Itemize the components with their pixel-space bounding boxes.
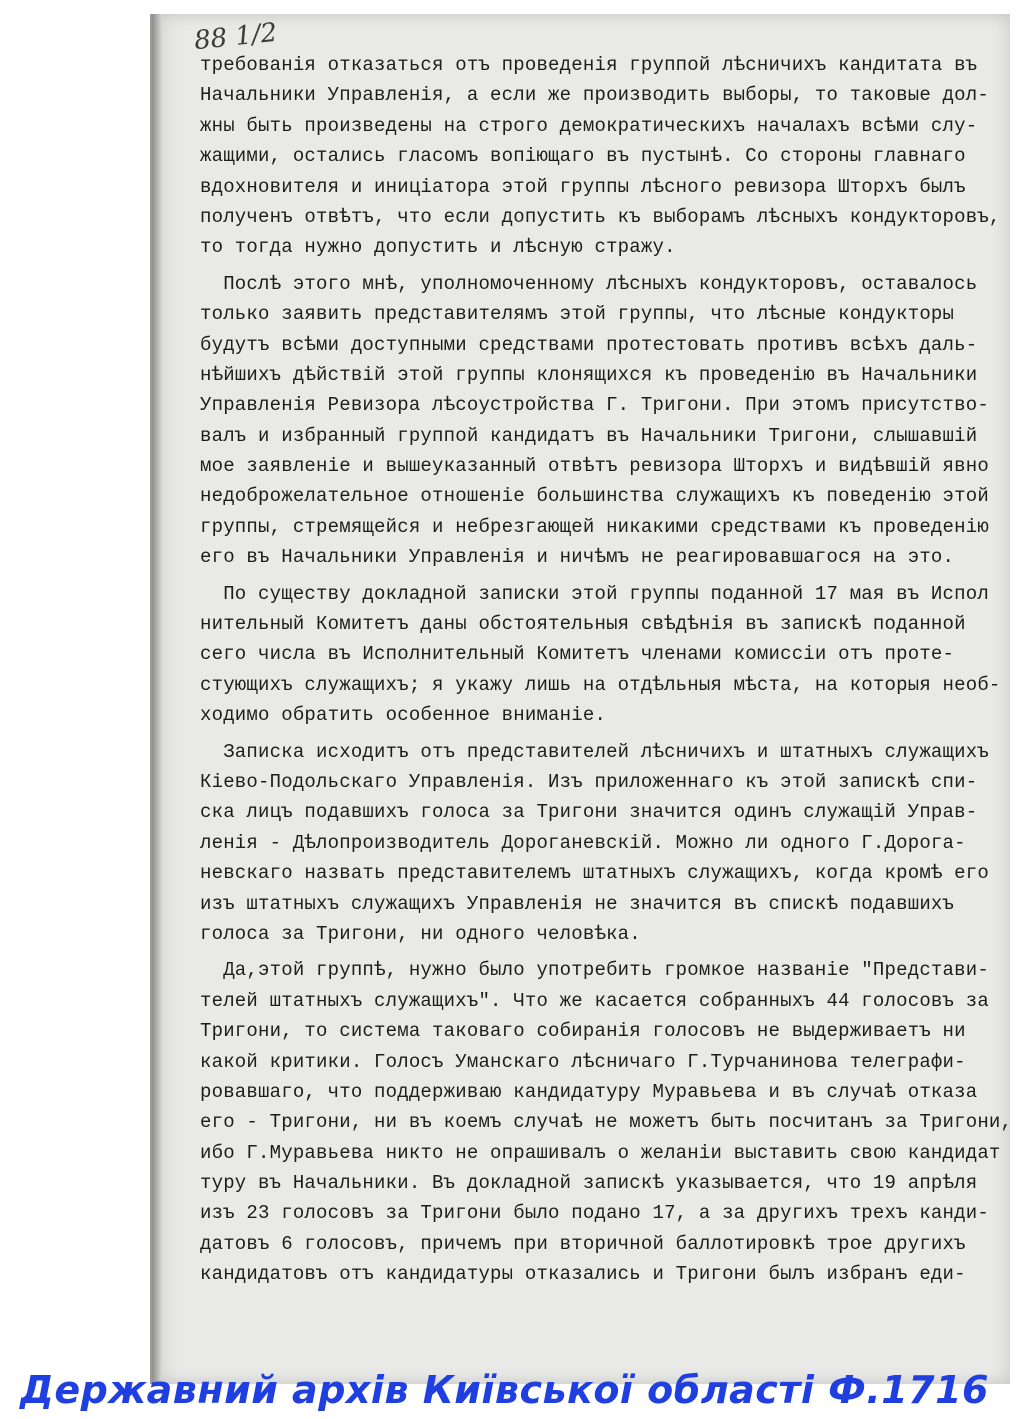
text-line: жащими, остались гласомъ вопіющаго въ пустынѣ. Со стороны главнаго bbox=[200, 145, 966, 168]
text-line: туру въ Начальники. Въ докладной запискѣ указывается, что 19 апрѣля bbox=[200, 1172, 978, 1195]
page-edge-shadow bbox=[152, 14, 162, 1384]
text-line: ровавшаго, что поддерживаю кандидатуру Муравьева и въ случаѣ отказа bbox=[200, 1080, 978, 1103]
text-line: требованія отказаться отъ проведенія группой лѣсничихъ кандитата въ bbox=[200, 54, 978, 76]
text-line: будутъ всѣми доступными средствами протестовать противъ всѣхъ даль- bbox=[200, 333, 978, 356]
text-line: нительный Комитетъ даны обстоятельныя свѣдѣнія въ запискѣ поданной bbox=[200, 613, 966, 636]
text-line: ибо Г.Муравьева никто не опрашивалъ о желаніи выставить свою кандидат bbox=[200, 1141, 1001, 1164]
text-line: недоброжелательное отношеніе большинства служащихъ къ поведенію этой bbox=[200, 485, 989, 508]
text-line: Кіево-Подольскаго Управленія. Изъ приложеннаго къ этой запискѣ спи- bbox=[200, 770, 978, 793]
archive-watermark: Державний архів Київської області Ф.1716 bbox=[20, 1368, 989, 1412]
text-line: сего числа въ Исполнительный Комитетъ членами комиссіи отъ проте- bbox=[200, 643, 955, 666]
text-line: изъ 23 голосовъ за Тригони было подано 17, а за другихъ трехъ канди- bbox=[200, 1202, 989, 1225]
text-line: группы, стремящейся и небрезгающей никакими средствами къ проведенію bbox=[200, 515, 989, 538]
typewritten-text bbox=[200, 50, 1013, 1290]
text-line: жны быть произведены на строго демократическихъ началахъ всѣми слу- bbox=[200, 114, 978, 137]
folio-number: 88 1/2 bbox=[192, 17, 279, 57]
text-line: то тогда нужно допустить и лѣсную стражу. bbox=[200, 236, 676, 259]
text-line: его въ Начальники Управленія и ничѣмъ не реагировавшагося на это. bbox=[200, 546, 955, 569]
text-line: вдохновителя и иниціатора этой группы лѣсного ревизора Шторхъ былъ bbox=[200, 175, 966, 198]
text-line: ска лицъ подавшихъ голоса за Тригони значится одинъ служащій Управ- bbox=[200, 801, 978, 824]
text-line: изъ штатныхъ служащихъ Управленія не значится въ спискѣ подавшихъ bbox=[200, 892, 955, 915]
text-line: Да,этой группѣ, нужно было употребить громкое названіе "Представи- bbox=[200, 959, 989, 982]
text-line: валъ и избранный группой кандидатъ въ Начальники Тригони, слышавшій bbox=[200, 424, 978, 447]
text-line: голоса за Тригони, ни одного человѣка. bbox=[200, 922, 641, 945]
text-line: только заявить представителямъ этой группы, что лѣсные кондукторы bbox=[200, 303, 955, 326]
text-line: мое заявленіе и вышеуказанный отвѣтъ ревизора Шторхъ и видѣвшій явно bbox=[200, 455, 989, 478]
text-line: кандидатовъ отъ кандидатуры отказались и Тригони былъ избранъ еди- bbox=[200, 1263, 966, 1286]
text-line: Тригони, то система таковаго собиранія голосовъ не выдерживаетъ ни bbox=[200, 1020, 966, 1043]
text-line: датовъ 6 голосовъ, причемъ при вторичной баллотировкѣ трое другихъ bbox=[200, 1232, 966, 1255]
text-line: Послѣ этого мнѣ, уполномоченному лѣсныхъ кондукторовъ, оставалось bbox=[200, 272, 978, 295]
text-line: ходимо обратить особенное вниманіе. bbox=[200, 704, 607, 727]
text-line: Управленія Ревизора лѣсоустройства Г. Тригони. При этомъ присутство- bbox=[200, 394, 989, 417]
text-line: Начальники Управленія, а если же производить выборы, то таковые дол- bbox=[200, 84, 989, 107]
text-line: телей штатныхъ служащихъ". Что же касается собранныхъ 44 голосовъ за bbox=[200, 989, 989, 1012]
text-line: По существу докладной записки этой группы поданной 17 мая въ Испол bbox=[200, 582, 989, 605]
text-line: его - Тригони, ни въ коемъ случаѣ не можетъ быть посчитанъ за Тригони, bbox=[200, 1111, 1013, 1134]
text-line: полученъ отвѣтъ, что если допустить къ выборамъ лѣсныхъ кондукторовъ, bbox=[200, 205, 1001, 228]
text-line: Записка исходитъ отъ представителей лѣсничихъ и штатныхъ служащихъ bbox=[200, 740, 989, 763]
text-line: невскаго назвать представителемъ штатныхъ служащихъ, когда кромѣ его bbox=[200, 862, 989, 885]
text-line: ленія - Дѣлопроизводитель Дороганевскій. Можно ли одного Г.Дорога- bbox=[200, 831, 966, 854]
text-line: нѣйшихъ дѣйствій этой группы клонящихся къ проведенію въ Начальники bbox=[200, 363, 978, 386]
text-line: какой критики. Голосъ Уманскаго лѣсничаго Г.Турчанинова телеграфи- bbox=[200, 1050, 966, 1073]
text-line: стующихъ служащихъ; я укажу лишь на отдѣльныя мѣста, на которыя необ- bbox=[200, 673, 1001, 696]
